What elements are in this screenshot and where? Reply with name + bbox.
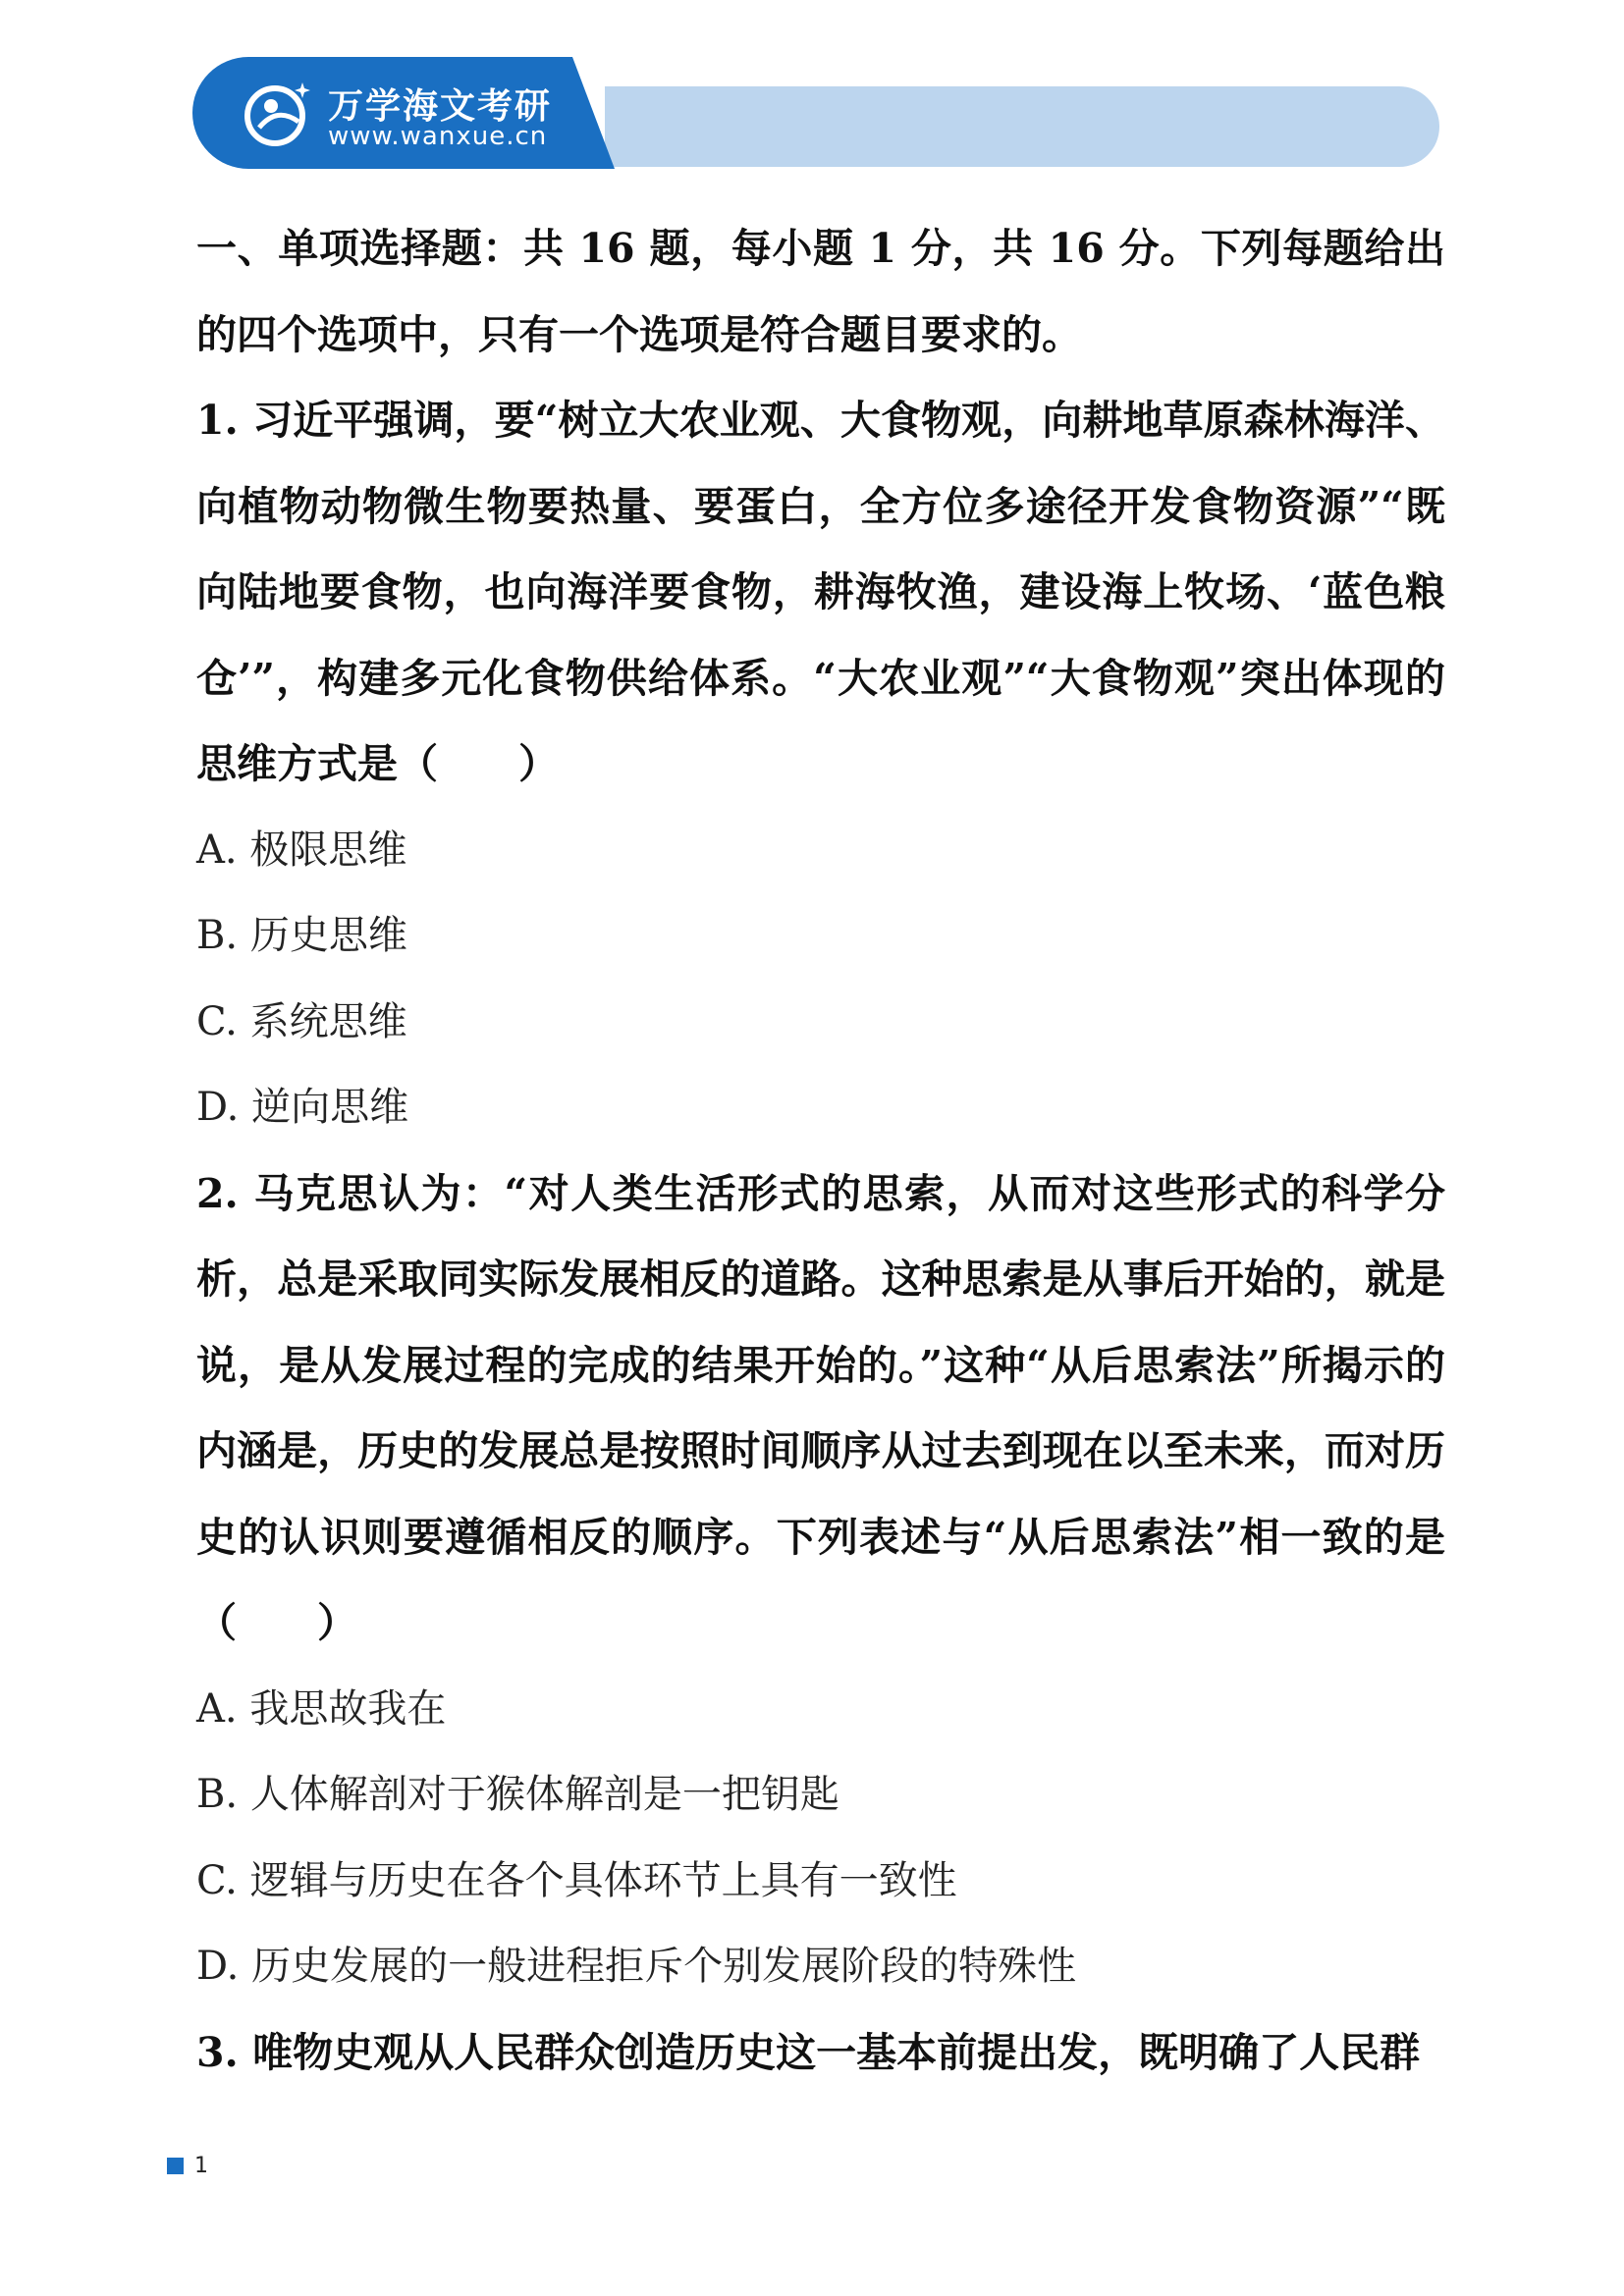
page-number: 1 (194, 2154, 208, 2178)
question-stem: 2. 马克思认为：“对人类生活形式的思索，从而对这些形式的科学分析，总是采取同实际发展相反的道路。这种思索是从事后开始的，就是说，是从发展过程的完成的结果开始的。”这种“从后思索法”所揭示的内涵是，历史的发展总是按照时间顺序从过去到现在以至未来，而对历史的认识则要遵循相反的顺序。下列表述与“从后思索法”相一致的是（ ） (196, 1169, 1445, 1646)
option-c: C. 系统思维 (196, 998, 407, 1044)
wanxue-logo-icon (242, 77, 314, 149)
brand-name: 万学海文考研 (328, 86, 553, 127)
footer-marker (167, 2158, 184, 2174)
brand-url: www.wanxue.cn (328, 122, 548, 151)
option-d: D. 历史发展的一般进程拒斥个别发展阶段的特殊性 (196, 1944, 1077, 1989)
option-a: A. 我思故我在 (196, 1685, 447, 1732)
exam-content (196, 206, 1445, 2096)
option-d: D. 逆向思维 (196, 1085, 409, 1130)
option-c: C. 逻辑与历史在各个具体环节上具有一致性 (196, 1857, 957, 1903)
option-a: A. 极限思维 (196, 827, 407, 873)
section-intro: 一、单项选择题：共 16 题，每小题 1 分，共 16 分。下列每题给出的四个选项中，只有一个选项是符合题目要求的。 (196, 225, 1445, 358)
question-stem: 3. 唯物史观从人民群众创造历史这一基本前提出发，既明确了人民群 (196, 2028, 1421, 2076)
page-header (192, 57, 1439, 169)
option-b: B. 历史思维 (196, 913, 407, 958)
question-stem: 1. 习近平强调，要“树立大农业观、大食物观，向耕地草原森林海洋、向植物动物微生物要热量、要蛋白，全方位多途径开发食物资源”“既向陆地要食物，也向海洋要食物，耕海牧渔，建设海上牧场、‘蓝色粮仓’”，构建多元化食物供给体系。“大农业观”“大食物观”突出体现的思维方式是（ ） (196, 397, 1445, 787)
option-b: B. 人体解剖对于猴体解剖是一把钥匙 (196, 1772, 839, 1817)
header-bar (605, 86, 1439, 167)
